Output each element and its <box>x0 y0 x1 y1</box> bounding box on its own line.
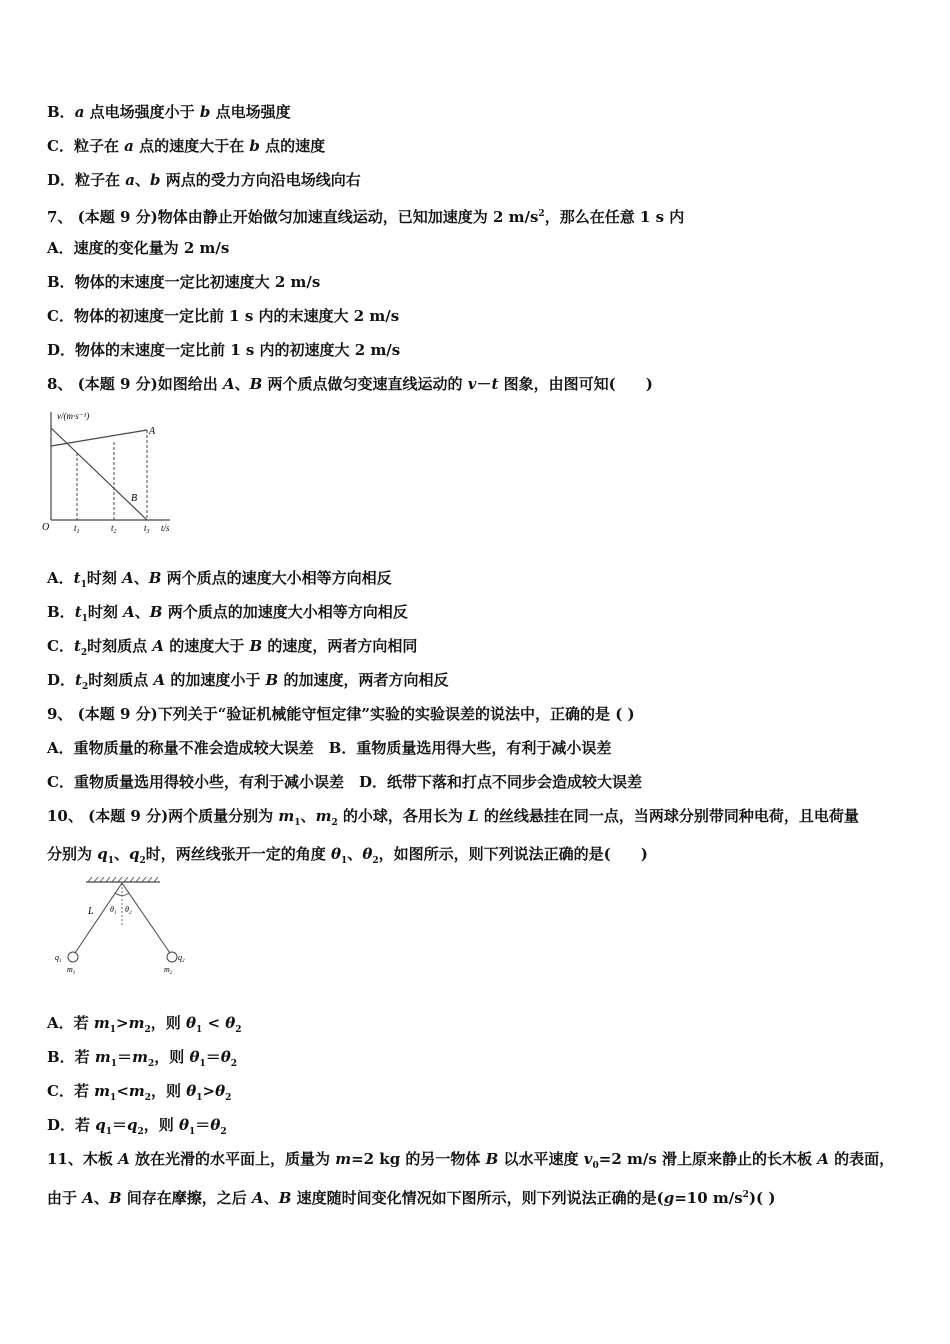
label-a: A <box>149 426 156 437</box>
q9-options-cd: C．重物质量选用得较小些，有利于减小误差 D．纸带下落和打点不同步会造成较大误差 <box>47 773 642 791</box>
q6-option-b: B．a 点电场强度小于 b 点电场强度 <box>47 103 291 121</box>
ceiling-hatch <box>88 877 158 882</box>
q9-options-ab: A．重物质量的称量不准会造成较大误差 B．重物质量选用得大些，有利于减小误差 <box>47 739 612 757</box>
angle-arc <box>115 893 129 896</box>
q7-option-c: C．物体的初速度一定比前 1 s 内的末速度大 2 m/s <box>47 307 400 325</box>
y-axis-label: v/(m·s⁻¹) <box>57 411 90 421</box>
x-axis-label: t/s <box>161 523 170 533</box>
q8-option-a: A．$t_1$时刻 A、B 两个质点的速度大小相等方向相反 <box>47 569 392 590</box>
line-b <box>51 428 147 520</box>
label-b: B <box>131 493 138 504</box>
q2-label: $q_2$ <box>178 953 185 964</box>
q8-option-d: D．$t_2$时刻质点 A 的加速度小于 B 的加速度，两者方向相反 <box>47 671 449 692</box>
t3-label: $t_3$ <box>144 523 150 535</box>
q10-option-a: A．若 $m_1>m_2$，则 $\theta_1 < \theta_2$ <box>47 1014 242 1035</box>
q10-stem-line2: 分别为 $q_1$、$q_2$时，两丝线张开一定的角度 $\theta_1$、$\theta_2$，如图所示，则下列说法正确的是( ) <box>47 845 648 866</box>
q10-stem-line1: 10、 (本题 9 分)两个质量分别为 $m_1$、$m_2$ 的小球，各用长为 L 的丝线悬挂在同一点，当两球分别带同种电荷，且电荷量 <box>47 807 859 828</box>
q1-label: $q_1$ <box>55 953 62 964</box>
q8-stem: 8、 (本题 9 分)如图给出 A、B 两个质点做匀变速直线运动的 v－t 图象，由图可知( ) <box>47 375 653 393</box>
q7-option-a: A．速度的变化量为 2 m/s <box>47 239 230 257</box>
q10-option-b: B．若 $m_1=m_2$，则 $\theta_1=\theta_2$ <box>47 1048 238 1069</box>
q7-option-d: D．物体的末速度一定比前 1 s 内的初速度大 2 m/s <box>47 341 401 359</box>
q10-pendulum-figure <box>48 876 198 976</box>
t2-label: $t_2$ <box>111 523 117 535</box>
theta1-label: $\theta_1$ <box>110 905 117 916</box>
q11-stem-line2: 由于 A、B 间存在摩擦，之后 A、B 速度随时间变化情况如下图所示，则下列说法正确的是(g=10 $m/s^2$)( ) <box>47 1189 776 1207</box>
q10-option-c: C．若 $m_1<m_2$，则 $\theta_1>\theta_2$ <box>47 1082 232 1103</box>
q6-option-c: C．粒子在 a 点的速度大于在 b 点的速度 <box>47 137 326 155</box>
theta2-label: $\theta_2$ <box>125 905 132 916</box>
m2-label: $m_2$ <box>164 965 173 976</box>
m1-label: $m_1$ <box>67 965 76 976</box>
ball-2 <box>167 952 177 962</box>
q9-stem: 9、 (本题 9 分)下列关于“验证机械能守恒定律”实验的实验误差的说法中，正确的是 ( ) <box>47 705 635 723</box>
string-right <box>122 883 170 953</box>
q10-option-d: D．若 $q_1=q_2$，则 $\theta_1=\theta_2$ <box>47 1116 227 1137</box>
q8-option-b: B．$t_1$时刻 A、B 两个质点的加速度大小相等方向相反 <box>47 603 408 624</box>
q7-option-b: B．物体的末速度一定比初速度大 2 m/s <box>47 273 321 291</box>
ball-1 <box>68 952 78 962</box>
length-label: L <box>88 906 94 917</box>
q11-stem-line1: 11、木板 A 放在光滑的水平面上，质量为 m=2 kg 的另一物体 B 以水平速度 $v_0=2$ m/s 滑上原来静止的长木板 A 的表面， <box>47 1150 895 1171</box>
q8-vt-graph <box>40 404 190 539</box>
q6-option-d: D．粒子在 a、b 两点的受力方向沿电场线向右 <box>47 171 361 189</box>
q8-option-c: C．$t_2$时刻质点 A 的速度大于 B 的速度，两者方向相同 <box>47 637 418 658</box>
origin-label: O <box>42 522 50 533</box>
t1-label: $t_1$ <box>74 523 80 535</box>
line-a <box>51 430 147 446</box>
string-left <box>75 883 122 953</box>
q7-stem: 7、 (本题 9 分)物体由静止开始做匀加速直线运动，已知加速度为 2 $m/s^2$，那么在任意 1 s 内 <box>47 208 685 226</box>
